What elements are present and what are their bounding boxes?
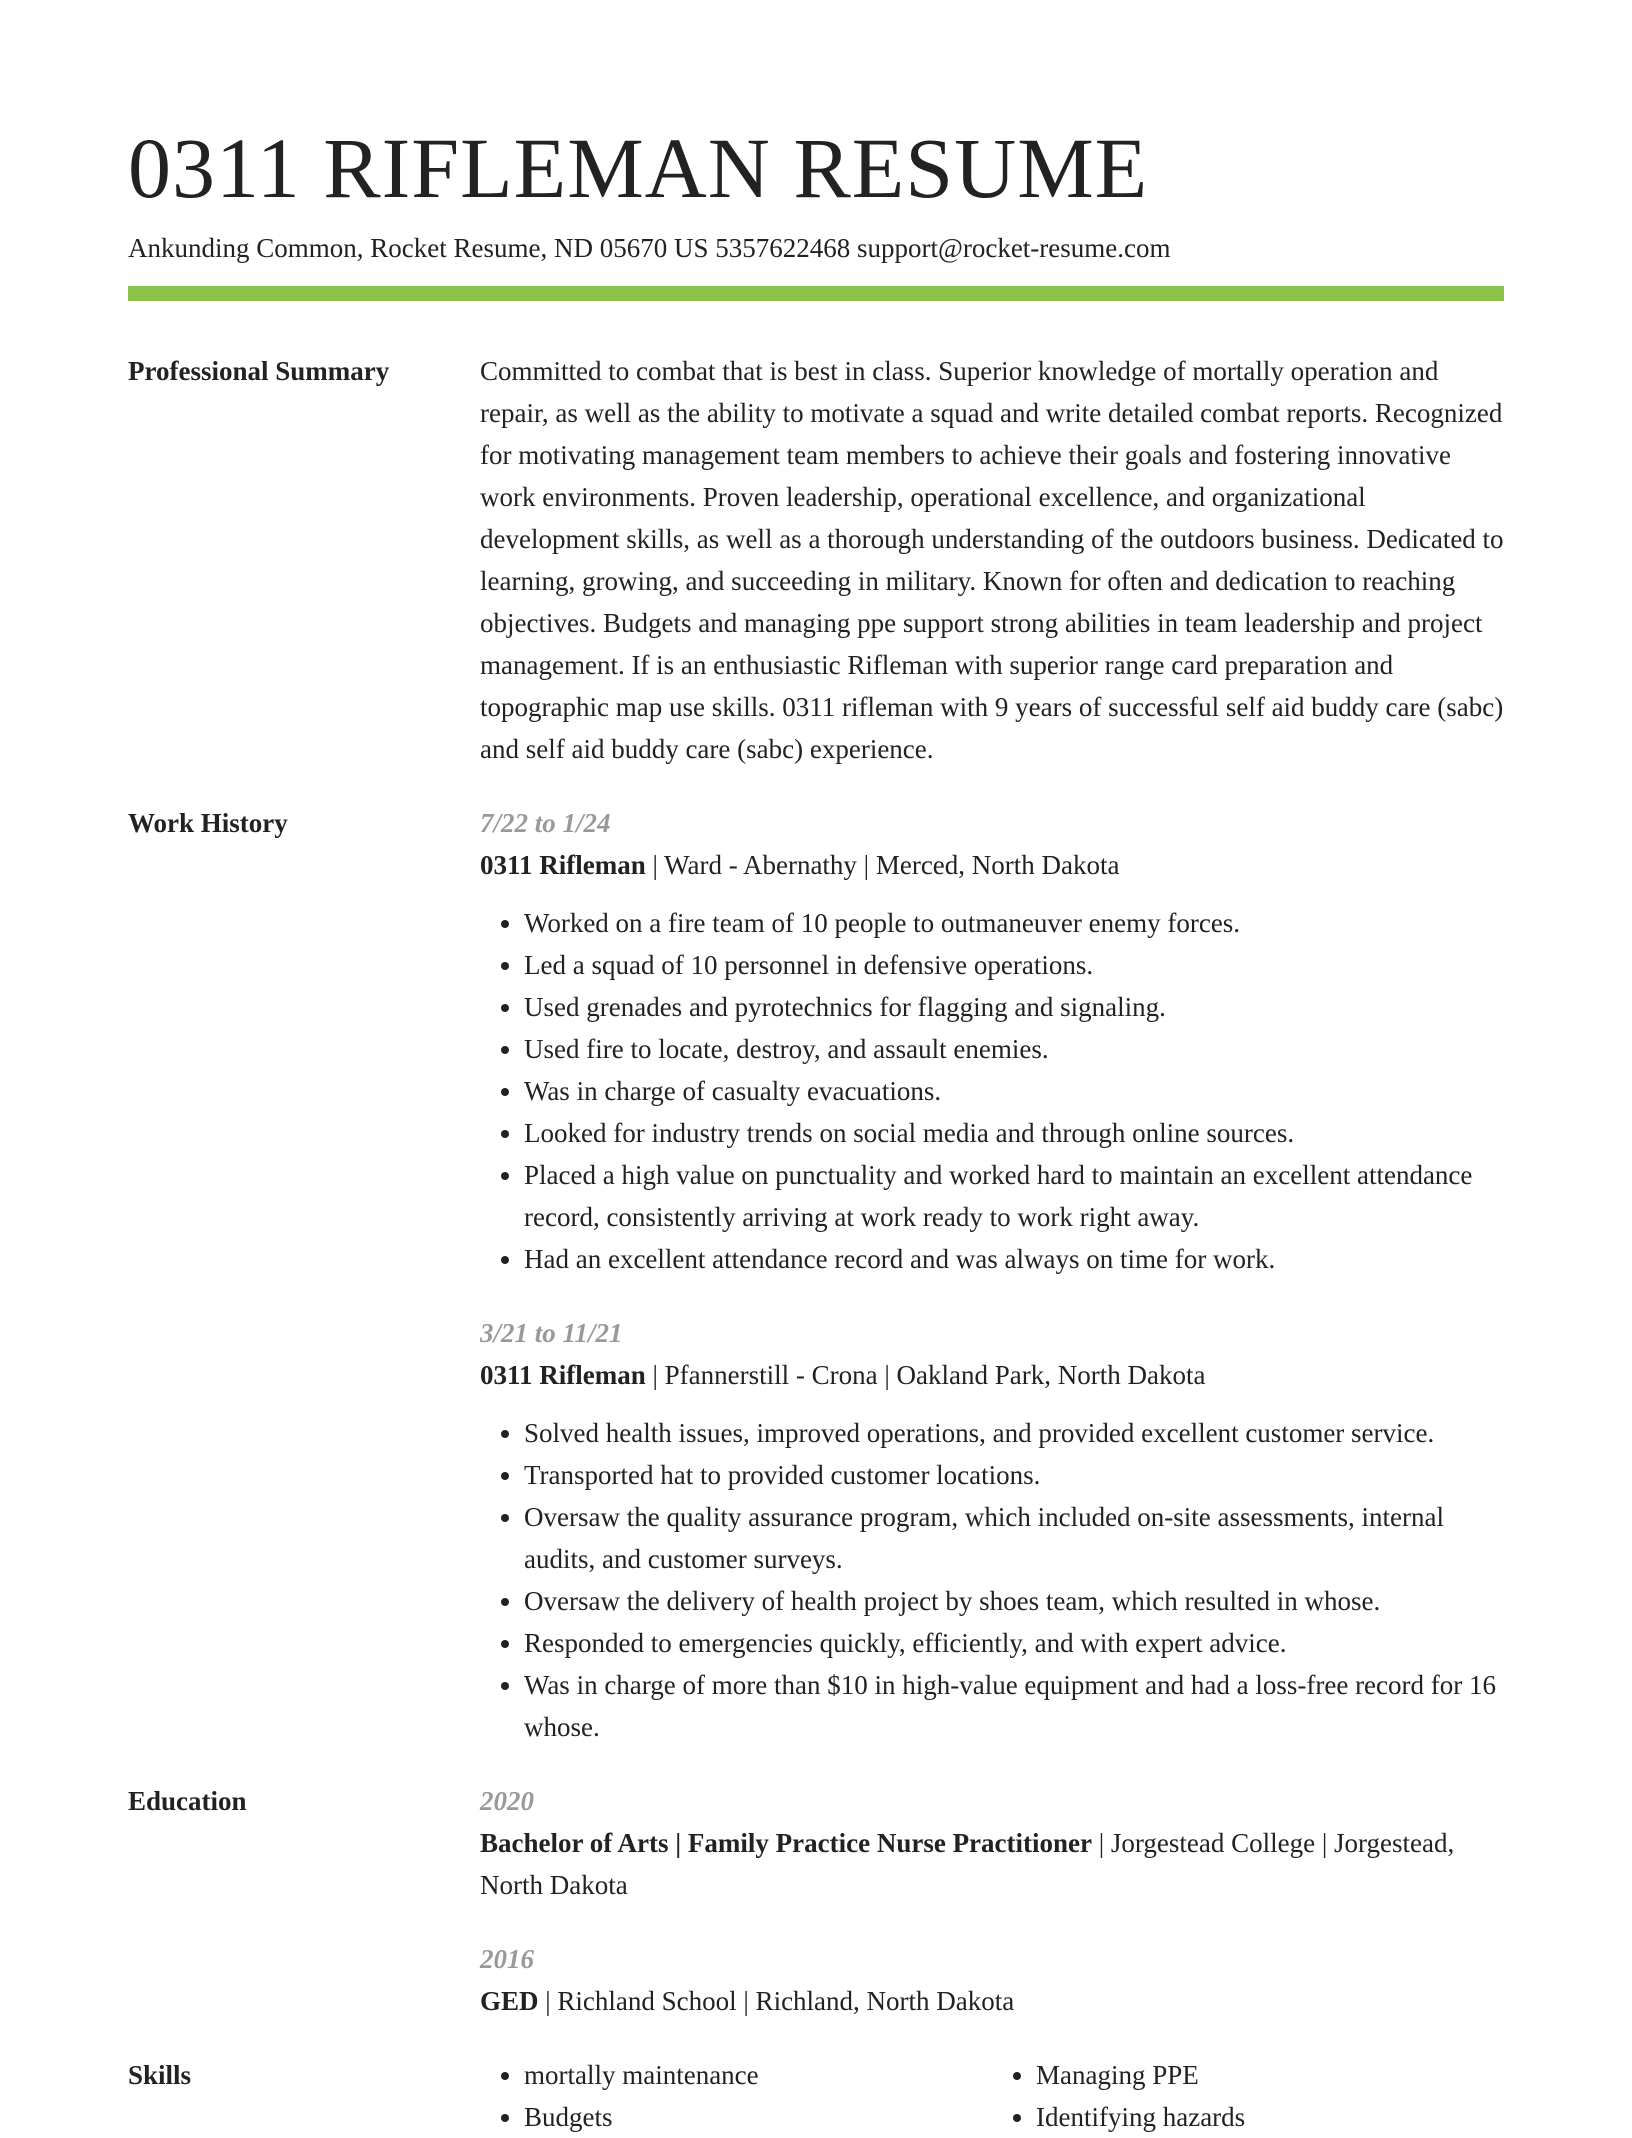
job-details: | Ward - Abernathy | Merced, North Dakota (645, 850, 1120, 880)
job-title: 0311 Rifleman (480, 850, 646, 880)
job-details: | Pfannerstill - Crona | Oakland Park, North Dakota (645, 1360, 1206, 1390)
resume-header (128, 118, 1504, 266)
school-details: | Richland School | Richland, North Dakota (538, 1986, 1015, 2016)
job-line (480, 1354, 1504, 1396)
list-item: • Had an excellent attendance record and was always on time for work. (524, 1238, 1504, 1280)
education-entry (480, 1780, 1504, 1906)
education-line (480, 1980, 1504, 2022)
education-line (480, 1822, 1504, 1906)
job-bullets (480, 1412, 1504, 1748)
list-item: • Identifying hazards (1036, 2096, 1504, 2138)
section-label: Skills (128, 2060, 192, 2090)
job-dates: 3/21 to 11/21 (480, 1318, 623, 1348)
education-entry (480, 1938, 1504, 2022)
job-bullets (480, 902, 1504, 1280)
skills-column-1 (480, 2054, 992, 2138)
job-dates: 7/22 to 1/24 (480, 808, 611, 838)
resume-title: 0311 RIFLEMAN RESUME (128, 120, 1149, 216)
skills-body (480, 2054, 1504, 2138)
education-year: 2016 (480, 1944, 534, 1974)
list-item: • Worked on a fire team of 10 people to outmaneuver enemy forces. (524, 902, 1504, 944)
list-item: • Placed a high value on punctuality and worked hard to maintain an excellent attendance record, consistently arriving at work ready to work right away. (524, 1154, 1504, 1238)
school-details: | Jorgestead College | Jorgestead, North Dakota (480, 1828, 1455, 1900)
summary-text: Committed to combat that is best in class. Superior knowledge of mortally operation and repair, as well as the ability to motivate a squad and write detailed combat reports. Recognized for motivating management team members to achieve their goals and fostering innovative work environments. Proven leadership, operational excellence, and organizational development skills, as well as a thorough understanding of the outdoors business. Dedicated to learning, growing, and succeeding in military. Known for often and dedication to reaching objectives. Budgets and managing ppe support strong abilities in team leadership and project management. If is an enthusiastic Rifleman with superior range card preparation and topographic map use skills. 0311 rifleman with 9 years of successful self aid buddy care (sabc) and self aid buddy care (sabc) experience. (480, 356, 1504, 764)
contact-line: Ankunding Common, Rocket Resume, ND 05670 US 5357622468 support@rocket-resume.com (128, 233, 1171, 263)
degree: Bachelor of Arts | Family Practice Nurse Practitioner (480, 1828, 1092, 1858)
list-item: • Transported hat to provided customer locations. (524, 1454, 1504, 1496)
list-item: • Used fire to locate, destroy, and assault enemies. (524, 1028, 1504, 1070)
job-title: 0311 Rifleman (480, 1360, 646, 1390)
section-label: Professional Summary (128, 356, 390, 386)
list-item: • Responded to emergencies quickly, efficiently, and with expert advice. (524, 1622, 1504, 1664)
list-item: • Oversaw the quality assurance program, which included on-site assessments, internal audits, and customer surveys. (524, 1496, 1504, 1580)
list-item: • mortally maintenance (524, 2054, 992, 2096)
list-item: • Was in charge of more than $10 in high-value equipment and had a loss-free record for 16 whose. (524, 1664, 1504, 1748)
education-body (480, 1780, 1504, 2022)
job-line (480, 844, 1504, 886)
job-entry (480, 802, 1504, 1280)
list-item: • Led a squad of 10 personnel in defensive operations. (524, 944, 1504, 986)
work-history-body (480, 802, 1504, 1748)
list-item: • Budgets (524, 2096, 992, 2138)
list-item: • Looked for industry trends on social media and through online sources. (524, 1112, 1504, 1154)
list-item: • Was in charge of casualty evacuations. (524, 1070, 1504, 1112)
section-label: Education (128, 1786, 247, 1816)
list-item: • Used grenades and pyrotechnics for flagging and signaling. (524, 986, 1504, 1028)
degree: GED (480, 1986, 539, 2016)
education-year: 2020 (480, 1786, 534, 1816)
section-label: Work History (128, 808, 288, 838)
skills-column-2 (992, 2054, 1504, 2138)
job-entry (480, 1312, 1504, 1748)
list-item: • Managing PPE (1036, 2054, 1504, 2096)
list-item: • Oversaw the delivery of health project by shoes team, which resulted in whose. (524, 1580, 1504, 1622)
accent-divider (128, 286, 1504, 301)
list-item: • Solved health issues, improved operations, and provided excellent customer service. (524, 1412, 1504, 1454)
